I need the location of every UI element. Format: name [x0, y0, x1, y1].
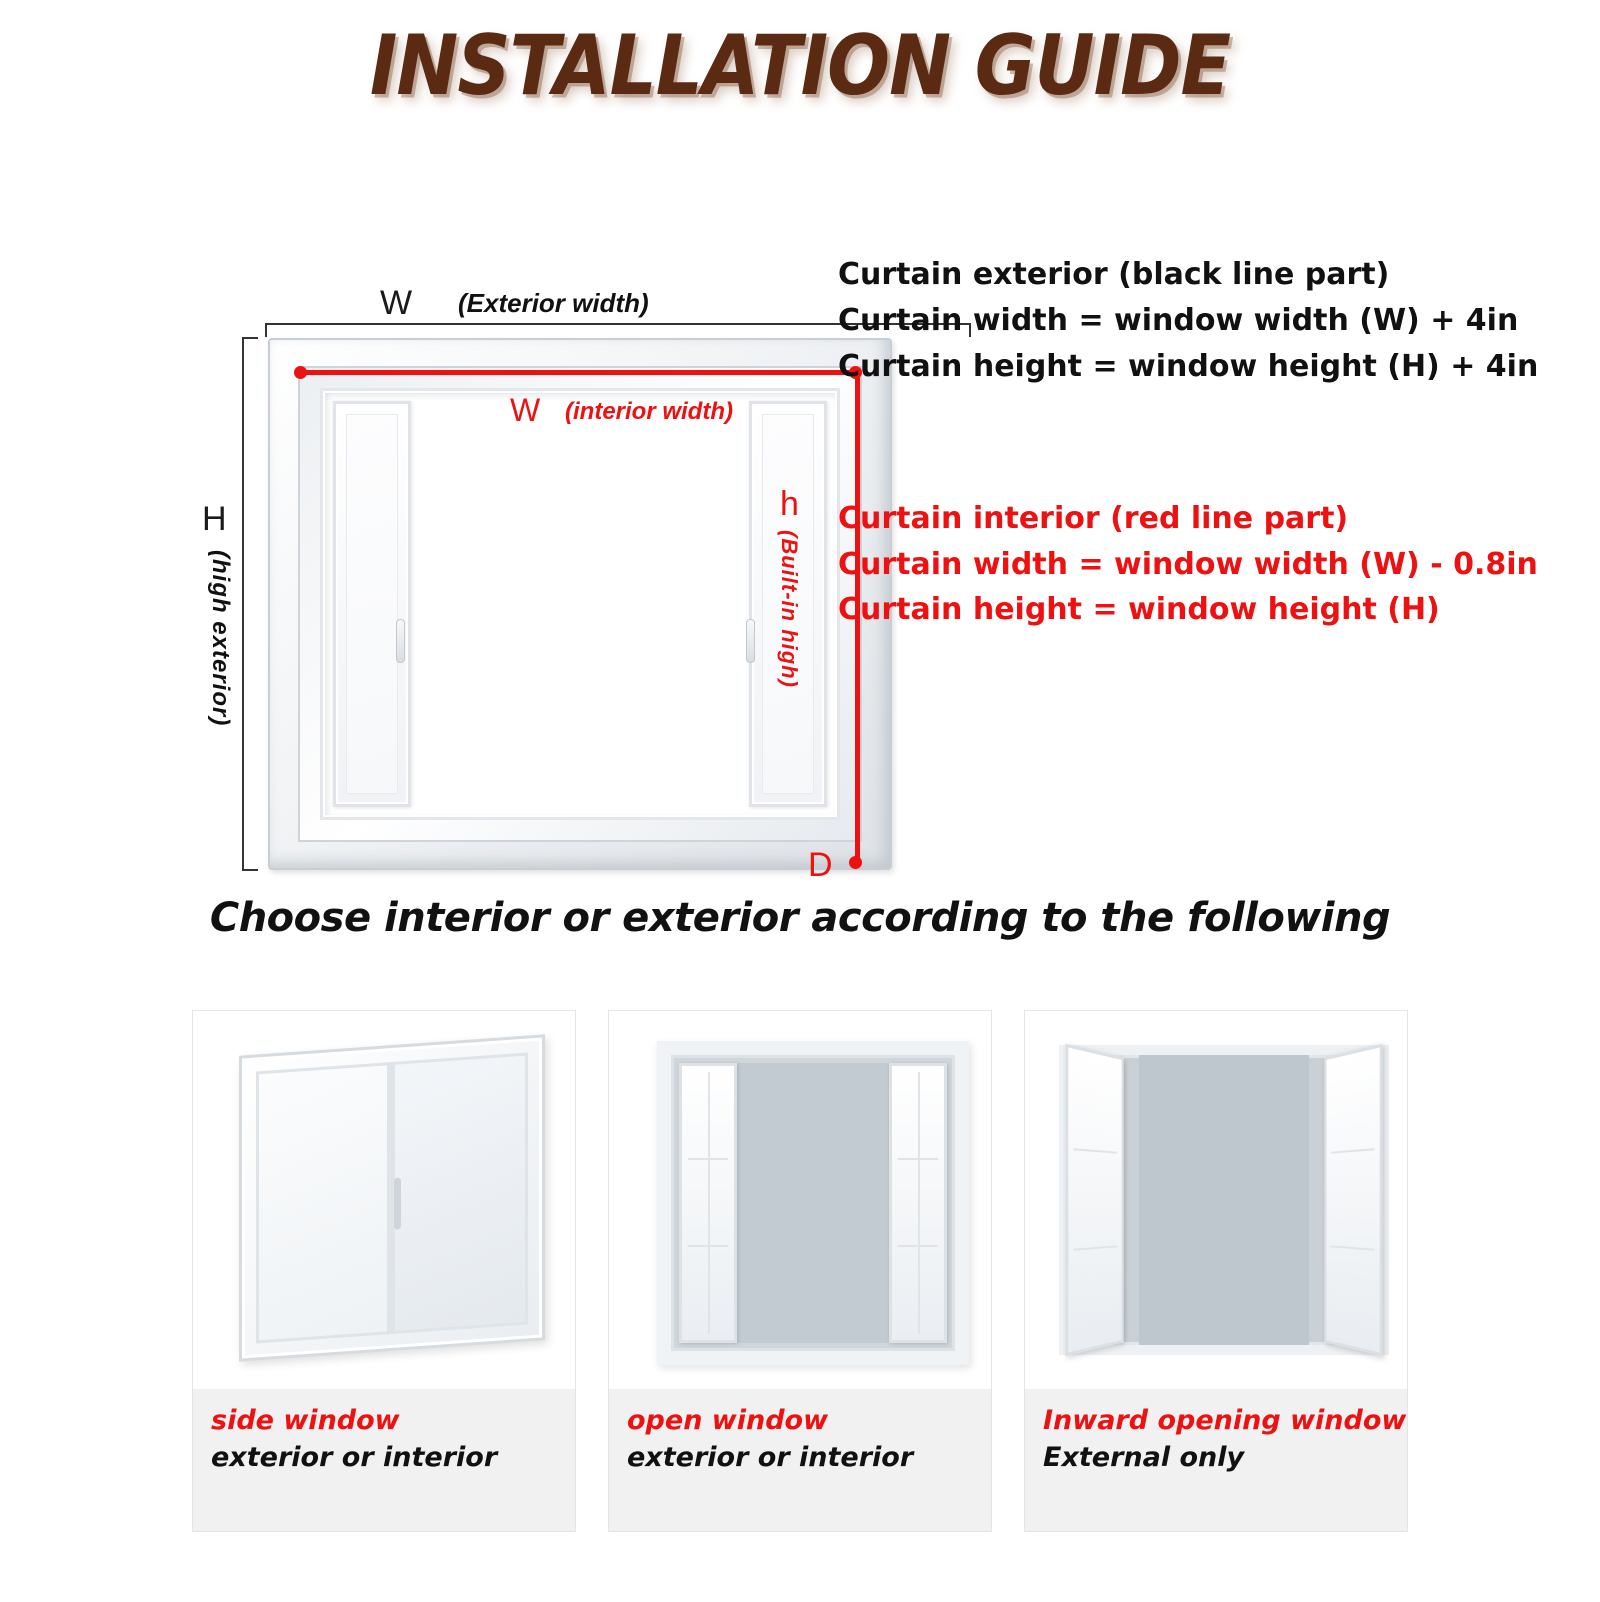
interior-width-note: (interior width): [565, 398, 733, 425]
depth-letter: D: [808, 846, 833, 884]
exterior-note-line-2: Curtain width = window width (W) + 4in: [838, 302, 1519, 338]
grid-bar: [1074, 1149, 1117, 1154]
exterior-height-letter: H: [202, 500, 227, 538]
window-handle-right: [746, 619, 755, 663]
grid-bar: [1331, 1149, 1374, 1154]
exterior-note-line-1: Curtain exterior (black line part): [838, 257, 1390, 292]
interior-notes: [838, 499, 1578, 631]
card-type-label: side window: [211, 1405, 400, 1436]
exterior-notes: [838, 255, 1578, 387]
measure-dot-top-left: [294, 366, 307, 379]
interior-note-line-2: Curtain width = window width (W) - 0.8in: [838, 546, 1538, 582]
window-sash-left: [333, 401, 411, 807]
card-type-label: open window: [627, 1405, 829, 1436]
open-window-frame: [657, 1041, 969, 1365]
interior-width-line: [300, 370, 860, 375]
card-fit-label: exterior or interior: [627, 1442, 914, 1473]
exterior-note-line-3: Curtain height = window height (H) + 4in: [838, 348, 1539, 384]
card-caption-inward-window: [1025, 1389, 1407, 1531]
section-subheading: Choose interior or exterior according to the following: [209, 895, 1391, 941]
inward-window-sash-left: [1066, 1044, 1124, 1357]
window-glass: [415, 401, 745, 807]
grid-bar: [918, 1072, 920, 1334]
window-type-cards: [192, 1010, 1408, 1530]
card-fit-label: External only: [1043, 1442, 1245, 1473]
interior-note-line-1: Curtain interior (red line part): [838, 500, 1349, 536]
open-window-sash-right: [889, 1063, 947, 1343]
inward-opening-window-illustration: [1025, 1011, 1407, 1389]
measure-dot-bottom-right: [849, 856, 862, 869]
card-type-label: Inward opening window: [1043, 1405, 1407, 1436]
open-window-grid-right: [898, 1072, 938, 1334]
window-measurement-diagram: [180, 140, 833, 884]
exterior-width-note: (Exterior width): [458, 288, 649, 318]
card-side-window: [192, 1010, 576, 1532]
inward-window-opening: [1139, 1055, 1309, 1345]
open-window-sash-left: [679, 1063, 737, 1343]
sliding-side-window-illustration: [193, 1011, 575, 1389]
sliding-window-pane-fixed: [256, 1062, 390, 1343]
open-window-grid-left: [688, 1072, 728, 1334]
card-fit-label: exterior or interior: [211, 1442, 498, 1473]
open-window-opening: [735, 1063, 891, 1343]
interior-note-line-3: Curtain height = window height (H): [838, 592, 1440, 628]
card-inward-opening-window: [1024, 1010, 1408, 1532]
sliding-window-handle: [394, 1177, 401, 1229]
window-pane-left: [346, 414, 398, 794]
exterior-width-letter: W: [380, 284, 413, 322]
page-title: INSTALLATION GUIDE: [369, 18, 1231, 115]
window-frame-inner: [320, 388, 840, 820]
interior-width-letter: W: [510, 392, 541, 428]
outward-open-window-illustration: [609, 1011, 991, 1389]
grid-bar: [1074, 1245, 1117, 1250]
measurement-notes: [838, 255, 1578, 636]
card-caption-open-window: [609, 1389, 991, 1531]
card-caption-side-window: [193, 1389, 575, 1531]
inward-window-frame: [1059, 1045, 1389, 1355]
card-open-window: [608, 1010, 992, 1532]
exterior-height-bracket: [242, 337, 258, 871]
interior-height-letter: h: [780, 485, 799, 523]
window-handle-left: [396, 619, 405, 663]
inward-window-sash-right: [1324, 1044, 1382, 1357]
sliding-window-pane-sliding: [392, 1052, 528, 1334]
sliding-window-frame: [239, 1034, 545, 1361]
grid-bar: [1331, 1245, 1374, 1250]
exterior-height-note: (high exterior): [207, 550, 234, 727]
interior-height-note: (Built-in high): [777, 530, 802, 688]
grid-bar: [708, 1072, 710, 1334]
